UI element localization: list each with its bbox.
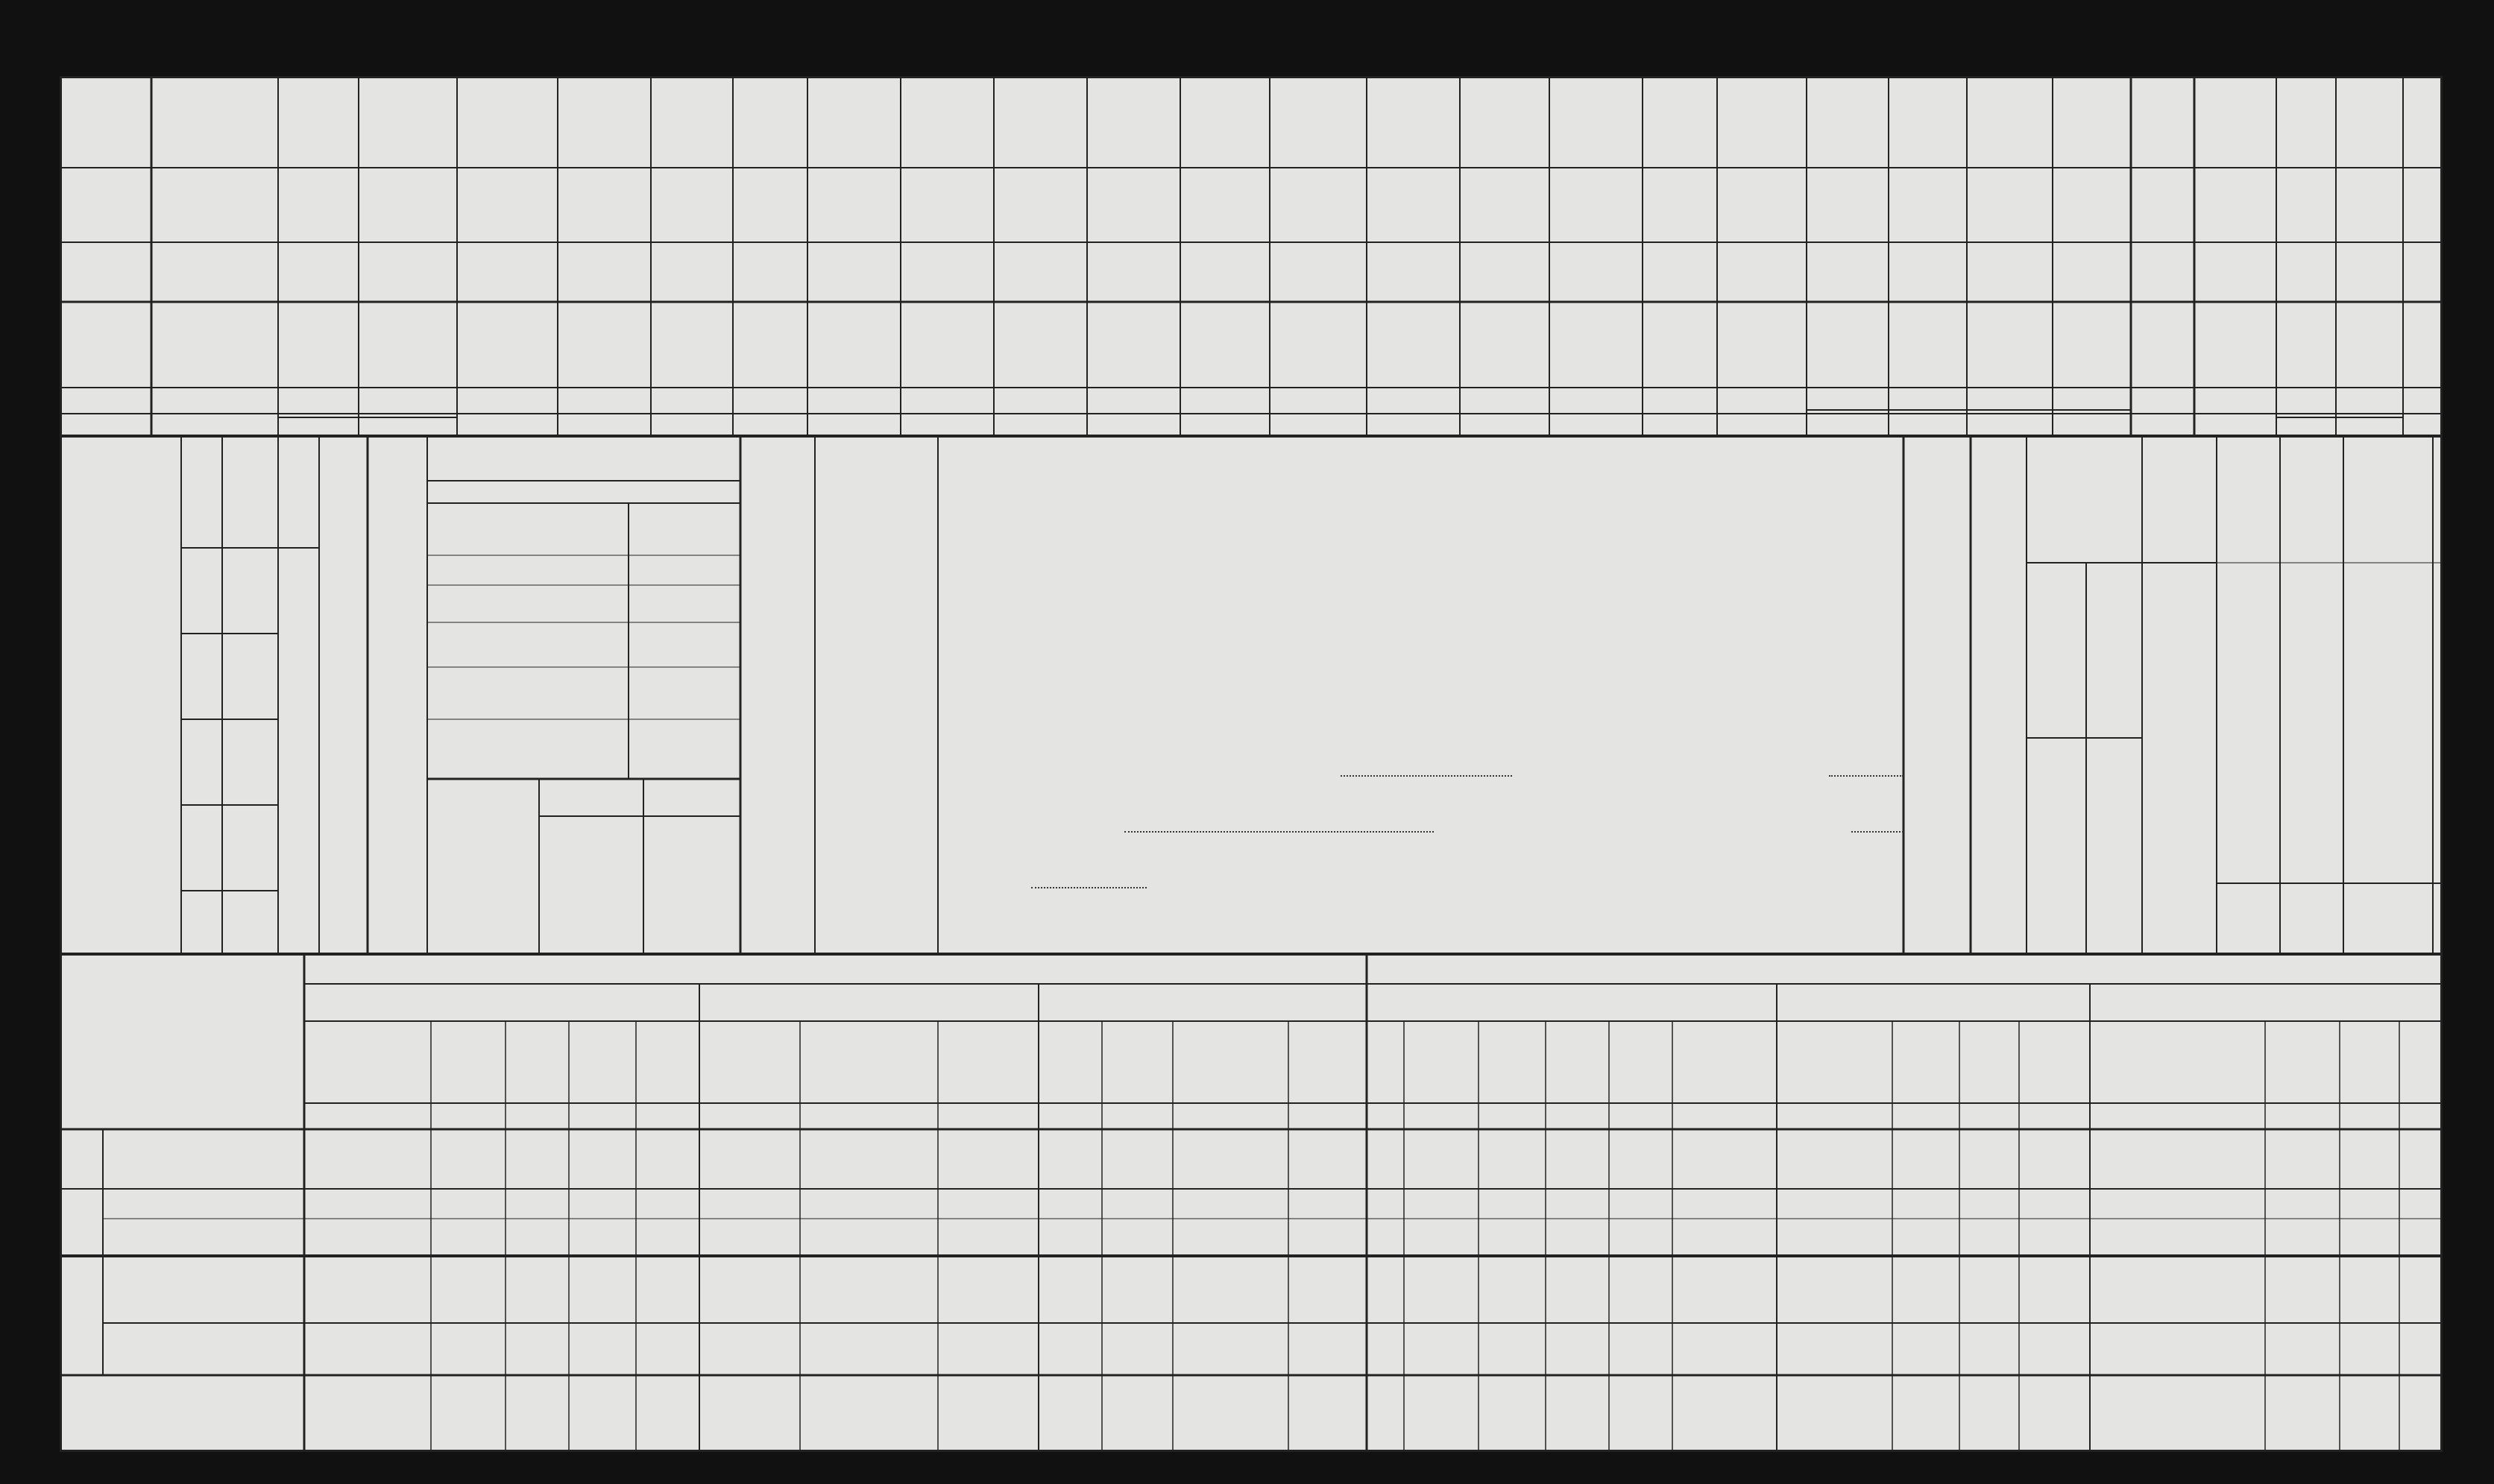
census-sheet xyxy=(60,76,2443,1452)
answer-line-1[interactable] xyxy=(1031,887,1147,888)
answer-line-8[interactable] xyxy=(1851,831,1903,833)
answer-line-5[interactable] xyxy=(1341,775,1512,777)
answer-line-6[interactable] xyxy=(1829,775,1903,777)
answer-line-7[interactable] xyxy=(1124,831,1434,833)
